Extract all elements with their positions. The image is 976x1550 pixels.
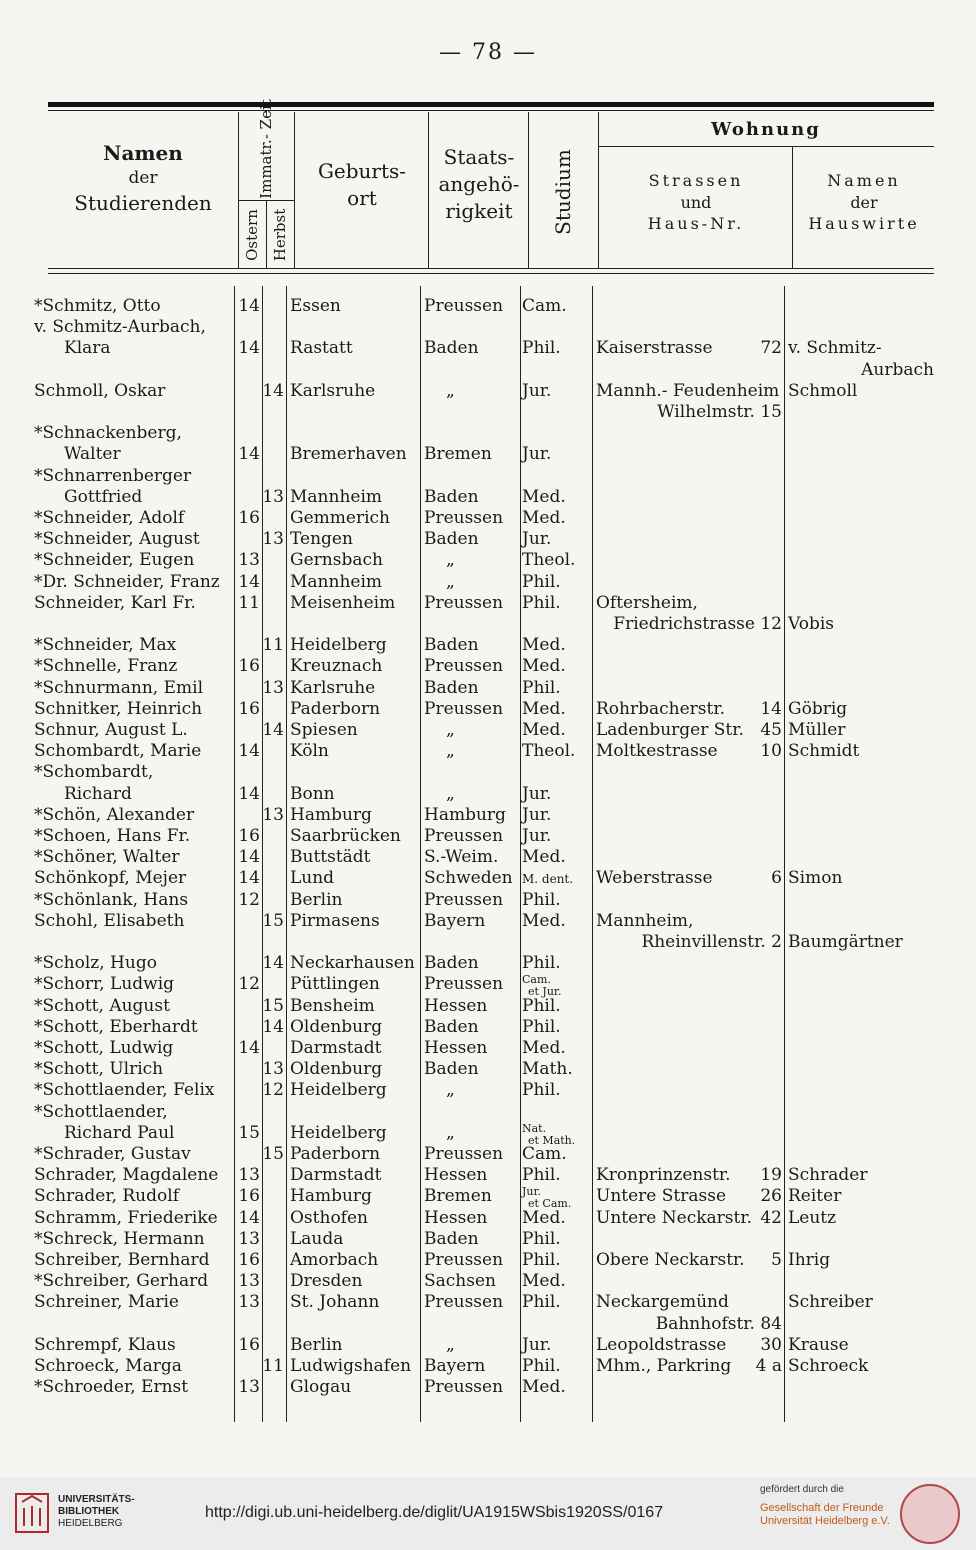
top-rule-thin <box>48 110 934 111</box>
study-subject: Jur. <box>522 1185 542 1199</box>
birthplace: Lauda <box>290 1228 344 1249</box>
birthplace: Heidelberg <box>290 635 387 656</box>
nationality: Preussen <box>424 1144 504 1164</box>
student-name: Schönkopf, Mejer <box>34 868 187 889</box>
term-herbst: 11 <box>262 1356 284 1376</box>
library-name: UNIVERSITÄTS- BIBLIOTHEK HEIDELBERG <box>58 1494 135 1529</box>
birthplace: Osthofen <box>290 1207 368 1228</box>
term-ostern: 12 <box>238 889 260 910</box>
study-subject-2: et Cam. <box>528 1197 572 1211</box>
student-name: *Schnelle, Franz <box>34 656 178 677</box>
birthplace: Köln <box>290 741 329 762</box>
term-herbst: 12 <box>262 1080 284 1101</box>
study-subject: Med. <box>522 720 566 740</box>
term-ostern: 13 <box>238 1228 260 1249</box>
student-name: *Schroeder, Ernst <box>34 1377 189 1398</box>
birthplace: Amorbach <box>290 1250 379 1270</box>
birthplace: Kreuznach <box>290 656 383 677</box>
study-subject: Phil. <box>522 338 561 359</box>
nationality: Preussen <box>424 508 504 528</box>
birthplace: Hamburg <box>290 1186 372 1207</box>
student-name: *Schönlank, Hans <box>34 889 189 910</box>
top-rule <box>48 102 934 107</box>
term-herbst: 15 <box>262 995 284 1016</box>
birthplace: Bonn <box>290 783 335 804</box>
landlord: Reiter <box>788 1186 842 1207</box>
street: Rohrbacherstr. <box>596 698 726 719</box>
nationality: Preussen <box>424 698 504 719</box>
birthplace: Oldenburg <box>290 1016 383 1037</box>
house-number: 26 <box>760 1186 782 1207</box>
term-ostern: 14 <box>238 868 260 889</box>
nationality: „ <box>446 1080 455 1101</box>
term-ostern: 14 <box>238 1038 260 1058</box>
term-ostern: 15 <box>238 1122 260 1143</box>
house-number: 30 <box>760 1334 782 1355</box>
birthplace: Gernsbach <box>290 550 383 571</box>
landlord: v. Schmitz- <box>788 338 882 359</box>
nationality: Baden <box>424 338 479 359</box>
nationality: Preussen <box>424 1377 504 1398</box>
landlord: Müller <box>788 720 846 740</box>
nationality: Bayern <box>424 910 486 931</box>
nationality: Bayern <box>424 1356 486 1376</box>
nationality: Preussen <box>424 1292 504 1313</box>
house-number: 5 <box>771 1250 782 1270</box>
nationality: Sachsen <box>424 1271 496 1292</box>
student-name: Richard Paul <box>64 1122 175 1143</box>
student-name: *Schott, August <box>34 995 170 1016</box>
header-ostern: Ostern <box>243 209 261 261</box>
street-continued: Wilhelmstr. 15 <box>657 402 782 422</box>
student-name: Walter <box>64 444 121 465</box>
birthplace: Spiesen <box>290 720 358 740</box>
student-name: *Schmitz, Otto <box>34 296 161 316</box>
study-subject: Cam. <box>522 1144 567 1164</box>
study-subject: Med. <box>522 1038 566 1058</box>
student-name: *Schneider, Eugen <box>34 550 195 571</box>
study-subject: Med. <box>522 1377 566 1398</box>
birthplace: Paderborn <box>290 1144 381 1164</box>
term-herbst: 13 <box>262 529 284 550</box>
birthplace: Lund <box>290 868 335 889</box>
birthplace: Gemmerich <box>290 508 390 528</box>
study-subject: Theol. <box>522 550 576 571</box>
street: Neckargemünd <box>596 1292 729 1313</box>
student-name-prefix: *Schnackenberg, <box>34 423 182 444</box>
birthplace: Hamburg <box>290 804 372 825</box>
term-herbst: 15 <box>262 1144 284 1164</box>
student-name: *Schott, Ulrich <box>34 1059 164 1080</box>
student-name: *Schrader, Gustav <box>34 1144 191 1164</box>
study-subject: Jur. <box>522 826 552 846</box>
term-ostern: 16 <box>238 508 260 528</box>
house-number: 4 a <box>755 1356 782 1376</box>
nationality: Hessen <box>424 1207 488 1228</box>
study-subject: Med. <box>522 635 566 656</box>
street: Obere Neckarstr. <box>596 1250 745 1270</box>
nationality: Baden <box>424 677 479 698</box>
nationality: S.-Weim. <box>424 847 499 868</box>
study-subject: Phil. <box>522 571 561 592</box>
birthplace: Dresden <box>290 1271 363 1292</box>
sponsor-caption: gefördert durch die <box>760 1484 844 1495</box>
street: Oftersheim, <box>596 592 698 613</box>
study-subject: Phil. <box>522 1080 561 1101</box>
student-name-prefix: v. Schmitz-Aurbach, <box>34 317 206 338</box>
nationality: Schweden <box>424 868 513 889</box>
student-name-prefix: *Schottlaender, <box>34 1101 168 1122</box>
study-subject: Phil. <box>522 995 561 1016</box>
study-subject: Phil. <box>522 1292 561 1313</box>
term-ostern: 14 <box>238 783 260 804</box>
birthplace: Essen <box>290 296 341 316</box>
nationality: Preussen <box>424 592 504 613</box>
nationality: Baden <box>424 1228 479 1249</box>
page-number: — 78 — <box>439 40 537 65</box>
street: Mannh.- Feudenheim <box>596 380 780 401</box>
study-subject: Math. <box>522 1059 573 1080</box>
student-name: Schrempf, Klaus <box>34 1334 176 1355</box>
student-name: *Schnurmann, Emil <box>34 677 204 698</box>
term-herbst: 13 <box>262 486 284 507</box>
birthplace: Darmstadt <box>290 1165 382 1186</box>
student-name: Schroeck, Marga <box>34 1356 182 1376</box>
street: Ladenburger Str. <box>596 720 744 740</box>
student-name: Schmoll, Oskar <box>34 380 166 401</box>
student-name: *Schoen, Hans Fr. <box>34 826 191 846</box>
student-name: *Schöner, Walter <box>34 847 180 868</box>
study-subject: Med. <box>522 486 566 507</box>
university-seal-icon <box>900 1484 960 1544</box>
street: Leopoldstrasse <box>596 1334 727 1355</box>
header-namen: Namen der Studierenden <box>74 141 212 215</box>
landlord: Vobis <box>788 614 834 634</box>
nationality: Baden <box>424 635 479 656</box>
student-name-prefix: *Schnarrenberger <box>34 465 192 486</box>
study-subject: Phil. <box>522 1250 561 1270</box>
street: Kaiserstrasse <box>596 338 713 359</box>
student-name: Schreiner, Marie <box>34 1292 179 1313</box>
nationality: Preussen <box>424 656 504 677</box>
nationality: „ <box>446 1122 455 1143</box>
term-ostern: 13 <box>238 1271 260 1292</box>
study-subject: Jur. <box>522 444 552 465</box>
student-name: Richard <box>64 783 132 804</box>
footer-bar <box>0 1478 976 1550</box>
student-name: *Scholz, Hugo <box>34 953 157 974</box>
header-wohnung: Wohnung <box>711 119 821 140</box>
nationality: Baden <box>424 953 479 974</box>
term-ostern: 14 <box>238 847 260 868</box>
student-name: *Schorr, Ludwig <box>34 974 175 995</box>
birthplace: Bremerhaven <box>290 444 407 465</box>
nationality: Baden <box>424 1016 479 1037</box>
street: Kronprinzenstr. <box>596 1165 731 1186</box>
street-continued: Friedrichstrasse 12 <box>613 614 782 634</box>
birthplace: Pirmasens <box>290 910 380 931</box>
term-herbst: 13 <box>262 804 284 825</box>
landlord: Schrader <box>788 1165 868 1186</box>
landlord: Leutz <box>788 1207 837 1228</box>
nationality: Hessen <box>424 995 488 1016</box>
birthplace: Mannheim <box>290 571 383 592</box>
birthplace: Saarbrücken <box>290 826 401 846</box>
sponsor-name: Gesellschaft der Freunde Universität Heidelberg e.V. <box>760 1502 890 1527</box>
landlord: Göbrig <box>788 698 848 719</box>
birthplace: Bensheim <box>290 995 375 1016</box>
term-ostern: 13 <box>238 550 260 571</box>
study-subject: Med. <box>522 910 566 931</box>
study-subject: Phil. <box>522 1165 561 1186</box>
study-subject: Phil. <box>522 677 561 698</box>
study-subject-2: et Math. <box>528 1133 576 1147</box>
study-subject: Med. <box>522 1207 566 1228</box>
nationality: Baden <box>424 529 479 550</box>
study-subject: Jur. <box>522 380 552 401</box>
term-herbst: 13 <box>262 677 284 698</box>
study-subject: Theol. <box>522 741 576 762</box>
study-subject: M. dent. <box>522 872 574 887</box>
nationality: Bremen <box>424 444 492 465</box>
house-number: 6 <box>771 868 782 889</box>
birthplace: Püttlingen <box>290 974 380 995</box>
study-subject: Jur. <box>522 1334 552 1355</box>
study-subject: Phil. <box>522 1228 561 1249</box>
header-bottom-rule <box>48 268 934 269</box>
student-name: *Dr. Schneider, Franz <box>34 571 220 592</box>
birthplace: Berlin <box>290 1334 343 1355</box>
street-continued: Rheinvillenstr. 2 <box>641 932 782 952</box>
study-subject: Phil. <box>522 1356 561 1376</box>
nationality: „ <box>446 741 455 762</box>
header-hauswirte: Namen der Hauswirte <box>808 171 920 234</box>
street: Weberstrasse <box>596 868 713 889</box>
study-subject: Phil. <box>522 889 561 910</box>
term-herbst: 11 <box>262 635 284 656</box>
birthplace: Karlsruhe <box>290 380 376 401</box>
birthplace: Ludwigshafen <box>290 1356 412 1376</box>
birthplace: Tengen <box>290 529 353 550</box>
study-subject: Phil. <box>522 1016 561 1037</box>
study-subject: Med. <box>522 698 566 719</box>
student-name: *Schottlaender, Felix <box>34 1080 215 1101</box>
student-name: *Schott, Ludwig <box>34 1038 174 1058</box>
student-name: Schramm, Friederike <box>34 1207 218 1228</box>
header-immatr: Immatr.- Zeit <box>257 99 275 199</box>
term-herbst: 14 <box>262 1016 284 1037</box>
student-name: Schohl, Elisabeth <box>34 910 185 931</box>
house-number: 42 <box>760 1207 782 1228</box>
header-bottom-rule-2 <box>48 273 934 274</box>
student-name: Klara <box>64 338 111 359</box>
house-number: 10 <box>760 741 782 762</box>
nationality: „ <box>446 380 455 401</box>
term-ostern: 13 <box>238 1377 260 1398</box>
student-name: Gottfried <box>64 486 143 507</box>
nationality: „ <box>446 720 455 740</box>
library-logo-icon <box>12 1488 52 1538</box>
term-ostern: 14 <box>238 444 260 465</box>
landlord: Simon <box>788 868 843 889</box>
study-subject: Med. <box>522 508 566 528</box>
nationality: „ <box>446 550 455 571</box>
term-ostern: 16 <box>238 656 260 677</box>
student-name: *Schreiber, Gerhard <box>34 1271 209 1292</box>
landlord: Ihrig <box>788 1250 831 1270</box>
term-ostern: 14 <box>238 741 260 762</box>
birthplace: Heidelberg <box>290 1080 387 1101</box>
house-number: 19 <box>760 1165 782 1186</box>
nationality: Preussen <box>424 296 504 316</box>
term-ostern: 13 <box>238 1165 260 1186</box>
birthplace: Rastatt <box>290 338 353 359</box>
nationality: Preussen <box>424 826 504 846</box>
birthplace: Neckarhausen <box>290 953 415 974</box>
street-continued: Bahnhofstr. 84 <box>655 1313 782 1334</box>
house-number: 14 <box>760 698 782 719</box>
student-name: Schnur, August L. <box>34 720 188 740</box>
street: Mannheim, <box>596 910 694 931</box>
term-ostern: 14 <box>238 1207 260 1228</box>
permalink-url[interactable]: http://digi.ub.uni-heidelberg.de/diglit/UA1915WSbis1920SS/0167 <box>205 1504 664 1521</box>
student-name: *Schott, Eberhardt <box>34 1016 198 1037</box>
student-name: *Schön, Alexander <box>34 804 195 825</box>
landlord: Krause <box>788 1334 849 1355</box>
term-ostern: 11 <box>238 592 260 613</box>
birthplace: Oldenburg <box>290 1059 383 1080</box>
nationality: „ <box>446 571 455 592</box>
term-ostern: 12 <box>238 974 260 995</box>
term-ostern: 16 <box>238 826 260 846</box>
street: Moltkestrasse <box>596 741 718 762</box>
term-ostern: 16 <box>238 1334 260 1355</box>
nationality: „ <box>446 1334 455 1355</box>
study-subject: Cam. <box>522 296 567 316</box>
nationality: Hessen <box>424 1165 488 1186</box>
birthplace: Glogau <box>290 1377 352 1398</box>
header-staatsangehoerigkeit: Staats- angehö- rigkeit <box>438 145 520 223</box>
nationality: Hamburg <box>424 804 506 825</box>
term-herbst: 14 <box>262 720 284 740</box>
street: Untere Strasse <box>596 1186 727 1207</box>
student-name: Schreiber, Bernhard <box>34 1250 210 1270</box>
birthplace: Meisenheim <box>290 592 396 613</box>
nationality: Preussen <box>424 889 504 910</box>
student-name: *Schreck, Hermann <box>34 1228 205 1249</box>
study-subject: Cam. <box>522 973 551 987</box>
term-ostern: 16 <box>238 1186 260 1207</box>
study-subject: Nat. <box>522 1121 547 1135</box>
term-ostern: 16 <box>238 698 260 719</box>
nationality: „ <box>446 783 455 804</box>
study-subject: Med. <box>522 656 566 677</box>
nationality: Bremen <box>424 1186 492 1207</box>
term-herbst: 14 <box>262 953 284 974</box>
birthplace: Buttstädt <box>290 847 371 868</box>
study-subject-2: et Jur. <box>528 985 562 999</box>
term-ostern: 14 <box>238 338 260 359</box>
nationality: Preussen <box>424 974 504 995</box>
birthplace: Mannheim <box>290 486 383 507</box>
term-ostern: 16 <box>238 1250 260 1270</box>
header-herbst: Herbst <box>271 208 289 262</box>
landlord: Baumgärtner <box>788 932 903 952</box>
birthplace: Heidelberg <box>290 1122 387 1143</box>
header-studium: Studium <box>551 149 575 235</box>
study-subject: Jur. <box>522 783 552 804</box>
student-name: Schneider, Karl Fr. <box>34 592 196 613</box>
study-subject: Med. <box>522 1271 566 1292</box>
street: Untere Neckarstr. <box>596 1207 752 1228</box>
house-number: 45 <box>760 720 782 740</box>
street: Mhm., Parkring <box>596 1356 732 1376</box>
student-name: *Schneider, August <box>34 529 200 550</box>
birthplace: Darmstadt <box>290 1038 382 1058</box>
nationality: Hessen <box>424 1038 488 1058</box>
landlord: Schreiber <box>788 1292 873 1313</box>
student-name: Schnitker, Heinrich <box>34 698 203 719</box>
student-name: *Schneider, Adolf <box>34 508 185 528</box>
student-name: *Schneider, Max <box>34 635 177 656</box>
study-subject: Phil. <box>522 953 561 974</box>
student-name: Schombardt, Marie <box>34 741 202 762</box>
birthplace: St. Johann <box>290 1292 380 1313</box>
nationality: Baden <box>424 1059 479 1080</box>
student-name: Schrader, Rudolf <box>34 1186 179 1207</box>
nationality: Baden <box>424 486 479 507</box>
study-subject: Jur. <box>522 804 552 825</box>
term-herbst: 13 <box>262 1059 284 1080</box>
term-ostern: 14 <box>238 571 260 592</box>
birthplace: Berlin <box>290 889 343 910</box>
header-strassen: Strassen und Haus-Nr. <box>647 171 745 234</box>
study-subject: Med. <box>522 847 566 868</box>
nationality: Preussen <box>424 1250 504 1270</box>
term-herbst: 14 <box>262 380 284 401</box>
term-ostern: 13 <box>238 1292 260 1313</box>
study-subject: Jur. <box>522 529 552 550</box>
landlord: Schmoll <box>788 380 858 401</box>
header-geburtsort: Geburts- ort <box>317 159 407 210</box>
student-name: Schrader, Magdalene <box>34 1165 219 1186</box>
birthplace: Karlsruhe <box>290 677 376 698</box>
birthplace: Paderborn <box>290 698 381 719</box>
term-herbst: 15 <box>262 910 284 931</box>
term-ostern: 14 <box>238 296 260 316</box>
landlord: Schmidt <box>788 741 860 762</box>
house-number: 72 <box>760 338 782 359</box>
landlord: Schroeck <box>788 1356 869 1376</box>
landlord-continued: Aurbach <box>861 359 934 380</box>
student-name-prefix: *Schombardt, <box>34 762 154 783</box>
study-subject: Phil. <box>522 592 561 613</box>
